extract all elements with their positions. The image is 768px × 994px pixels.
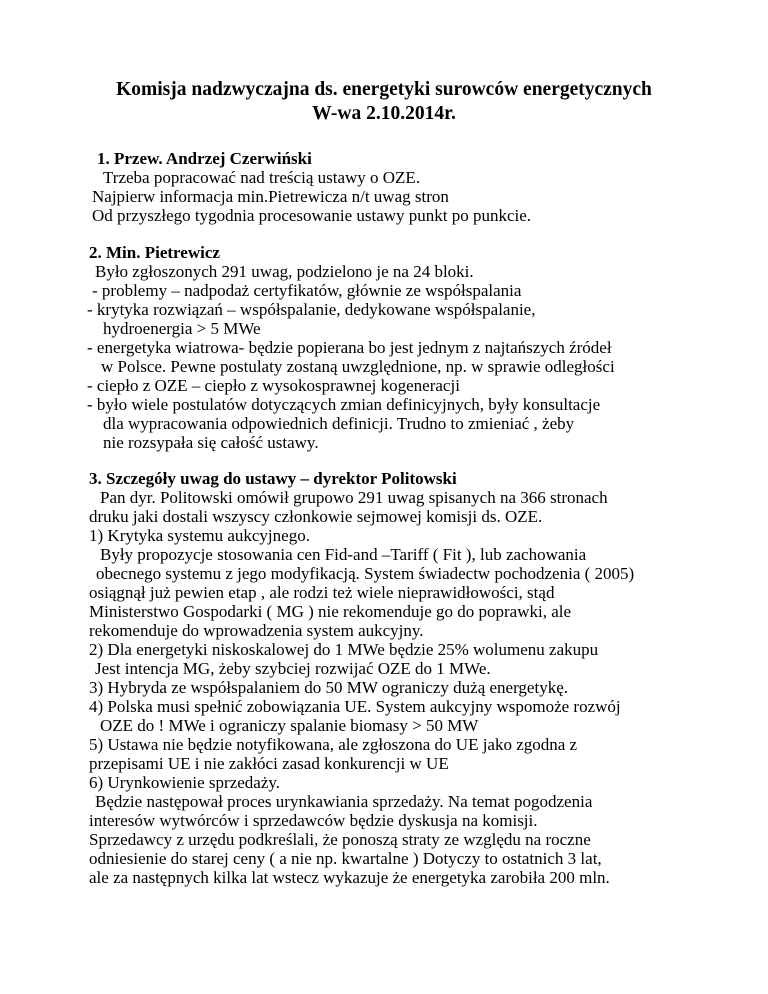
section-2-line: - było wiele postulatów dotyczących zmian definicyjnych, były konsultacje <box>87 395 601 414</box>
section-1-line: Trzeba popracować nad treścią ustawy o OZE. <box>103 168 421 187</box>
section-3-line: druku jaki dostali wszyscy członkowie sejmowej komisji ds. OZE. <box>89 507 543 526</box>
section-2-line: - problemy – nadpodaż certyfikatów, głównie ze współspalania <box>92 281 522 300</box>
section-2-line: Było zgłoszonych 291 uwag, podzielono je na 24 bloki. <box>95 262 474 281</box>
section-3-line: ale za następnych kilka lat wstecz wykazuje że energetyka zarobiła 200 mln. <box>89 868 610 887</box>
section-3-line: 6) Urynkowienie sprzedaży. <box>89 773 281 792</box>
section-3-line: OZE do ! MWe i ograniczy spalanie biomasy > 50 MW <box>100 716 479 735</box>
section-2-heading: 2. Min. Pietrewicz <box>89 243 220 262</box>
section-3-line: Ministerstwo Gospodarki ( MG ) nie rekomenduje go do poprawki, ale <box>89 602 572 621</box>
section-2-line: dla wypracowania odpowiednich definicji. Trudno to zmieniać , żeby <box>103 414 575 433</box>
section-3-line: 1) Krytyka systemu aukcyjnego. <box>89 526 310 545</box>
section-3-line: przepisami UE i nie zakłóci zasad konkurencji w UE <box>89 754 449 773</box>
section-3-line: Pan dyr. Politowski omówił grupowo 291 uwag spisanych na 366 stronach <box>100 488 608 507</box>
section-3-line: 2) Dla energetyki niskoskalowej do 1 MWe będzie 25% wolumenu zakupu <box>89 640 599 659</box>
section-2-line: - krytyka rozwiązań – współspalanie, dedykowane współspalanie, <box>87 300 536 319</box>
section-3-line: rekomenduje do wprowadzenia system aukcyjny. <box>89 621 424 640</box>
section-2-line: nie rozsypała się całość ustawy. <box>103 433 319 452</box>
section-1-line: Od przyszłego tygodnia procesowanie ustawy punkt po punkcie. <box>92 206 532 225</box>
section-2-line: w Polsce. Pewne postulaty zostaną uwzględnione, np. w sprawie odległości <box>101 357 615 376</box>
title-line-2: W-wa 2.10.2014r. <box>312 103 456 124</box>
section-3-line: odniesienie do starej ceny ( a nie np. kwartalne ) Dotyczy to ostatnich 3 lat, <box>89 849 602 868</box>
section-3-line: Sprzedawcy z urzędu podkreślali, że ponoszą straty ze względu na roczne <box>89 830 591 849</box>
section-2-line: hydroenergia > 5 MWe <box>103 319 261 338</box>
section-2-line: - energetyka wiatrowa- będzie popierana bo jest jednym z najtańszych źródeł <box>87 338 612 357</box>
section-1-heading: 1. Przew. Andrzej Czerwiński <box>97 149 312 168</box>
section-3-line: obecnego systemu z jego modyfikacją. System świadectw pochodzenia ( 2005) <box>96 564 635 583</box>
section-3-line: 5) Ustawa nie będzie notyfikowana, ale zgłoszona do UE jako zgodna z <box>89 735 578 754</box>
section-3-line: 4) Polska musi spełnić zobowiązania UE. System aukcyjny wspomoże rozwój <box>89 697 621 716</box>
section-3-line: Będzie następował proces urynkawiania sprzedaży. Na temat pogodzenia <box>95 792 593 811</box>
section-3-heading: 3. Szczegóły uwag do ustawy – dyrektor Politowski <box>89 469 457 488</box>
section-2-line: - ciepło z OZE – ciepło z wysokosprawnej kogeneracji <box>87 376 460 395</box>
section-3-line: Były propozycje stosowania cen Fid-and –Tariff ( Fit ), lub zachowania <box>100 545 587 564</box>
section-3-line: Jest intencja MG, żeby szybciej rozwijać OZE do 1 MWe. <box>95 659 491 678</box>
document-title <box>0 78 768 126</box>
title-line-1: Komisja nadzwyczajna ds. energetyki surowców energetycznych <box>116 79 652 100</box>
section-3-line: 3) Hybryda ze współspalaniem do 50 MW ograniczy dużą energetykę. <box>89 678 568 697</box>
section-3-line: osiągnął już pewien etap , ale rodzi też wiele nieprawidłowości, stąd <box>89 583 555 602</box>
section-1-line: Najpierw informacja min.Pietrewicza n/t uwag stron <box>92 187 449 206</box>
section-3-line: interesów wytwórców i sprzedawców będzie dyskusja na komisji. <box>89 811 538 830</box>
